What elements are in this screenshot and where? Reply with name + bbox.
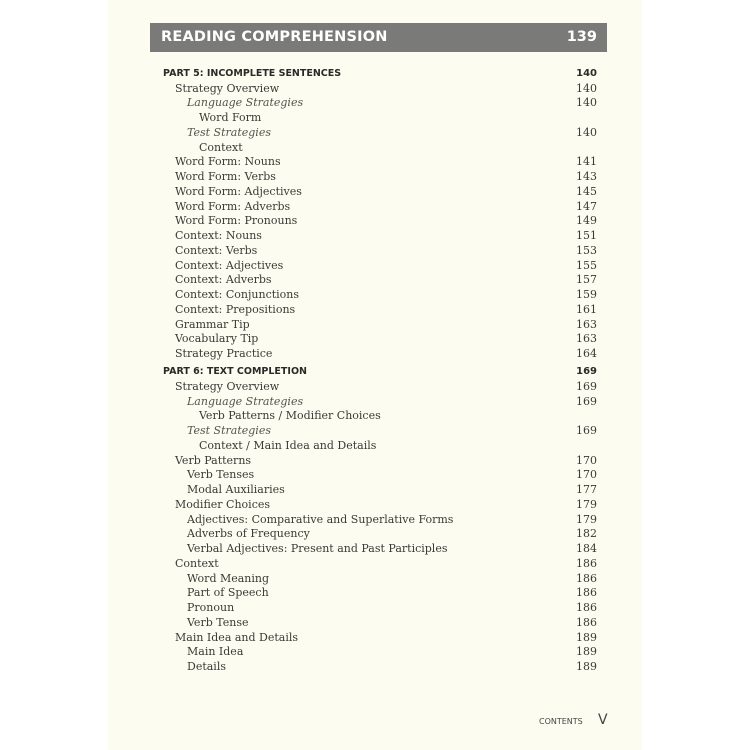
toc-entry xyxy=(163,644,597,659)
toc-entry xyxy=(163,154,597,169)
toc-entry xyxy=(163,199,597,214)
toc-entry xyxy=(163,541,597,556)
toc-entry-label: Language Strategies xyxy=(187,394,304,408)
toc-entry-label: Word Form xyxy=(199,111,262,125)
toc-entry xyxy=(163,169,597,184)
toc-entry-label: Context: Prepositions xyxy=(175,302,296,316)
toc-entry xyxy=(163,140,597,155)
toc-entry-label: Strategy Overview xyxy=(175,81,280,95)
toc-entry xyxy=(163,228,597,243)
toc-part-heading xyxy=(163,66,597,81)
footer-label: CONTENTS xyxy=(539,717,583,726)
toc-entry-page: 169 xyxy=(576,424,597,437)
toc-entry xyxy=(163,243,597,258)
toc-entry xyxy=(163,467,597,482)
toc-entry-label: Word Form: Nouns xyxy=(175,155,281,169)
toc-entry-page: 149 xyxy=(576,214,597,228)
toc-entry-page: 169 xyxy=(576,394,597,408)
toc-entry-page: 143 xyxy=(576,170,597,184)
toc-entry-page: 164 xyxy=(576,347,597,361)
toc-entry xyxy=(163,110,597,125)
toc-entry-page: 186 xyxy=(576,615,597,629)
toc-entry-page: 182 xyxy=(576,527,597,541)
toc-entry xyxy=(163,453,597,468)
section-title: READING COMPREHENSION xyxy=(161,29,388,45)
toc-entry xyxy=(163,95,597,110)
toc-entry-label: Verb Patterns / Modifier Choices xyxy=(199,409,381,423)
toc-entry-page: 186 xyxy=(576,571,597,585)
toc-entry xyxy=(163,213,597,228)
toc-entry-page: 179 xyxy=(576,497,597,511)
toc-entry-page: 186 xyxy=(576,586,597,600)
toc-entry-label: Main Idea and Details xyxy=(175,630,299,644)
toc-entry-page: 140 xyxy=(576,81,597,95)
toc-entry xyxy=(163,331,597,346)
toc-entry-label: Test Strategies xyxy=(187,125,271,139)
toc-entry-label: Adverbs of Frequency xyxy=(187,527,310,541)
toc-entry-page: 155 xyxy=(576,258,597,272)
toc-entry xyxy=(163,659,597,674)
toc-entry-label: Vocabulary Tip xyxy=(175,332,259,346)
toc-entry-label: Modal Auxiliaries xyxy=(187,483,285,496)
toc-entry-page: 151 xyxy=(576,229,597,243)
toc-entry xyxy=(163,600,597,615)
toc-entry xyxy=(163,585,597,600)
toc-entry-label: Context: Verbs xyxy=(175,243,258,257)
toc-entry-label: PART 5: INCOMPLETE SENTENCES xyxy=(163,68,342,79)
toc-entry-label: Word Form: Adjectives xyxy=(175,184,302,198)
toc-entry-label: Verb Tense xyxy=(187,615,249,629)
toc-entry-label: Adjectives: Comparative and Superlative Forms xyxy=(187,512,454,526)
toc-entry-label: Grammar Tip xyxy=(175,317,250,331)
toc-entry xyxy=(163,302,597,317)
toc-entry-label: Verbal Adjectives: Present and Past Participles xyxy=(187,542,448,555)
toc-entry-page: 161 xyxy=(576,302,597,316)
toc-entry-page: 157 xyxy=(576,273,597,287)
toc-entry-label: Main Idea xyxy=(187,645,244,659)
toc-entry xyxy=(163,287,597,302)
toc-entry xyxy=(163,81,597,96)
toc-entry-page: 189 xyxy=(576,660,597,673)
toc-entry-label: Details xyxy=(187,660,226,673)
toc-entry-label: Word Meaning xyxy=(187,571,270,585)
toc-entry xyxy=(163,184,597,199)
toc-entry xyxy=(163,630,597,645)
toc-entry-label: Context: Adjectives xyxy=(175,258,284,272)
toc-entry-page: 189 xyxy=(576,630,597,644)
toc-entry-page: 184 xyxy=(576,542,597,555)
toc-entry-page: 169 xyxy=(576,366,597,377)
toc-entry-label: Word Form: Adverbs xyxy=(175,199,291,213)
toc-entry xyxy=(163,317,597,332)
toc-entry-label: Pronoun xyxy=(187,601,235,614)
toc-entry xyxy=(163,556,597,571)
toc-entry-label: Modifier Choices xyxy=(175,497,271,511)
toc-entry-page: 145 xyxy=(576,184,597,198)
toc-entry xyxy=(163,438,597,453)
toc-entry-page: 140 xyxy=(576,68,597,79)
toc-entry xyxy=(163,497,597,512)
footer-page-number: V xyxy=(598,712,608,728)
toc-entry xyxy=(163,512,597,527)
toc-entry-page: 140 xyxy=(576,125,597,139)
toc-entry-page: 159 xyxy=(576,288,597,302)
toc-entry-page: 169 xyxy=(576,379,597,393)
toc-entry xyxy=(163,379,597,394)
toc-entry-page: 186 xyxy=(576,601,597,614)
toc-entry xyxy=(163,408,597,423)
section-page-number: 139 xyxy=(566,29,597,45)
toc-entry xyxy=(163,526,597,541)
toc-entry xyxy=(163,482,597,497)
toc-entry xyxy=(163,615,597,630)
toc-entry-label: Word Form: Verbs xyxy=(175,170,276,184)
toc-entry xyxy=(163,125,597,140)
toc-entry-page: 141 xyxy=(576,155,597,169)
toc-entry-page: 170 xyxy=(576,468,597,482)
toc-entry xyxy=(163,423,597,438)
toc-entry-label: Context: Nouns xyxy=(175,229,262,243)
toc-entry-page: 163 xyxy=(576,317,597,331)
toc-entry-label: Verb Patterns xyxy=(175,453,252,467)
toc-entry-page: 170 xyxy=(576,453,597,467)
toc-entry xyxy=(163,571,597,586)
section-header xyxy=(150,23,607,52)
toc-entry-label: PART 6: TEXT COMPLETION xyxy=(163,366,307,377)
toc-entry xyxy=(163,346,597,361)
toc-entry-page: 163 xyxy=(576,332,597,346)
toc-entry xyxy=(163,394,597,409)
toc-entry-page: 153 xyxy=(576,243,597,257)
toc-entry-label: Context xyxy=(199,140,243,154)
toc-entry xyxy=(163,272,597,287)
toc-entry-label: Strategy Overview xyxy=(175,379,280,393)
toc-entry-label: Part of Speech xyxy=(187,586,269,600)
toc-entry-page: 147 xyxy=(576,199,597,213)
toc-entry-label: Context: Adverbs xyxy=(175,273,272,287)
toc-entry-label: Word Form: Pronouns xyxy=(175,214,298,228)
toc-entry-page: 186 xyxy=(576,556,597,570)
toc-entry-label: Strategy Practice xyxy=(175,347,273,361)
toc-entry-label: Verb Tenses xyxy=(187,468,255,482)
toc-entry-page: 140 xyxy=(576,96,597,110)
toc-entry-label: Language Strategies xyxy=(187,96,304,110)
toc-entry-label: Context: Conjunctions xyxy=(175,288,300,302)
toc-entry-page: 179 xyxy=(576,512,597,526)
toc-entry-label: Context xyxy=(175,556,219,570)
toc-entry-page: 189 xyxy=(576,645,597,659)
toc-entry-label: Context / Main Idea and Details xyxy=(199,438,377,452)
toc-part-heading xyxy=(163,364,597,379)
toc-entry-label: Test Strategies xyxy=(187,424,271,437)
toc-entry xyxy=(163,258,597,273)
toc-entry-page: 177 xyxy=(576,483,597,496)
